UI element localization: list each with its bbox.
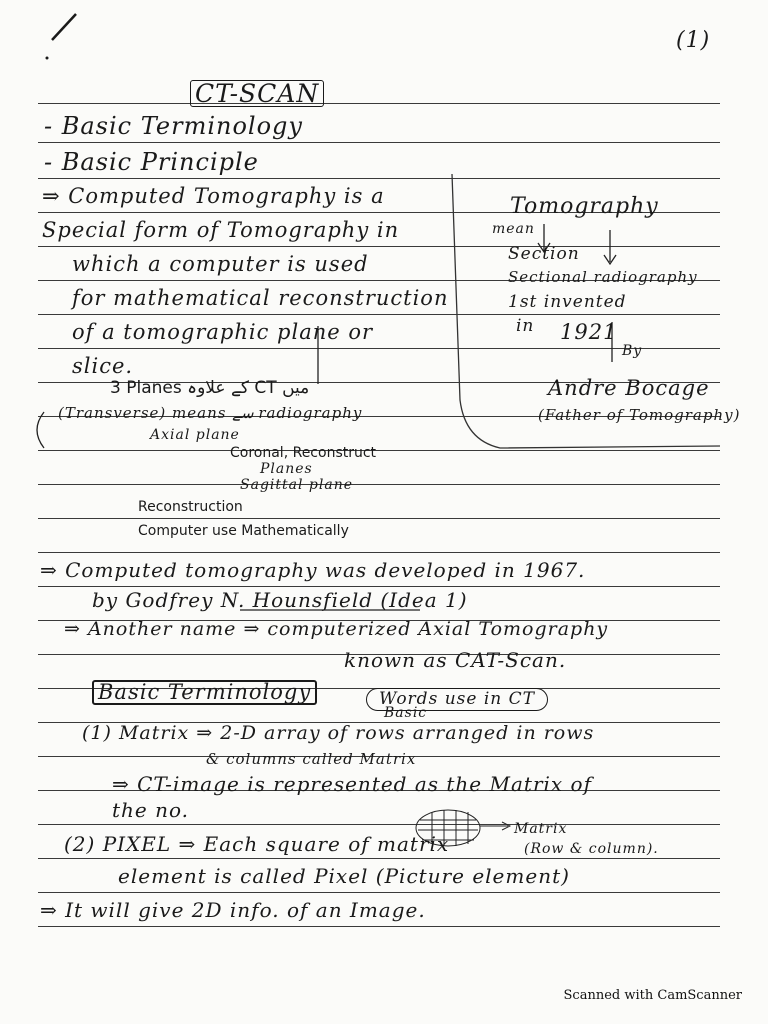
side-note-by: By xyxy=(622,343,643,359)
heading-basic-terminology: - Basic Terminology xyxy=(44,112,303,140)
urdu-note: (Transverse) means سے radiography xyxy=(58,404,363,422)
side-note-in: in xyxy=(516,316,535,336)
side-note-mean: mean xyxy=(492,221,535,237)
scanner-watermark: Scanned with CamScanner xyxy=(563,988,742,1003)
side-note-section: Section xyxy=(508,244,580,264)
definition-line: slice. xyxy=(72,354,134,378)
term-line: ⇒ It will give 2D info. of an Image. xyxy=(40,898,426,922)
term-line: & columns called Matrix xyxy=(206,750,417,768)
side-note-year: 1921 xyxy=(560,320,618,344)
terminology-note-basic: Basic xyxy=(384,705,428,721)
term-line: the no. xyxy=(112,798,190,822)
page-number: (1) xyxy=(676,28,711,53)
urdu-note: Coronal, Reconstruct xyxy=(230,445,377,461)
pixel-annotation: (Row & column). xyxy=(524,841,659,857)
history-line: known as CAT-Scan. xyxy=(344,648,567,672)
urdu-note: Planes xyxy=(260,461,313,477)
definition-line: of a tomographic plane or xyxy=(72,320,374,344)
term-line: element is called Pixel (Picture element) xyxy=(118,864,570,888)
page-title: CT-SCAN xyxy=(190,80,324,107)
urdu-note: Sagittal plane xyxy=(240,477,353,493)
history-line: ⇒ Computed tomography was developed in 1967. xyxy=(40,558,586,582)
definition-line: ⇒ Computed Tomography is a xyxy=(42,184,385,208)
side-note-sectional-radiography: Sectional radiography xyxy=(508,268,698,286)
side-note-tomography: Tomography xyxy=(510,194,659,219)
definition-line: Special form of Tomography in xyxy=(42,218,400,242)
side-note-first-invented: 1st invented xyxy=(508,292,627,312)
page-number-value: 1 xyxy=(685,28,701,53)
pixel-annotation: Matrix xyxy=(514,821,568,837)
definition-line: for mathematical reconstruction xyxy=(72,286,449,310)
heading-basic-principle: - Basic Principle xyxy=(44,148,259,176)
terminology-heading: Basic Terminology xyxy=(92,680,317,705)
history-line: by Godfrey N. Hounsfield (Idea 1) xyxy=(92,588,468,612)
urdu-note: Computer use Mathematically xyxy=(138,523,349,539)
term-line: ⇒ CT-image is represented as the Matrix of xyxy=(112,772,592,796)
history-line: ⇒ Another name ⇒ computerized Axial Tomography xyxy=(64,618,609,640)
urdu-note: 3 Planes کے علاوہ CT میں xyxy=(110,378,310,398)
term-line: (2) PIXEL ⇒ Each square of matrix xyxy=(64,832,450,856)
side-note-father: (Father of Tomography) xyxy=(538,406,741,424)
definition-line: which a computer is used xyxy=(72,252,369,276)
urdu-note: Reconstruction xyxy=(138,499,243,515)
urdu-note: Axial plane xyxy=(150,427,240,443)
terminology-note-text: Words use in CT xyxy=(379,689,535,709)
side-note-inventor: Andre Bocage xyxy=(548,376,710,400)
term-line: (1) Matrix ⇒ 2-D array of rows arranged in rows xyxy=(82,722,595,744)
